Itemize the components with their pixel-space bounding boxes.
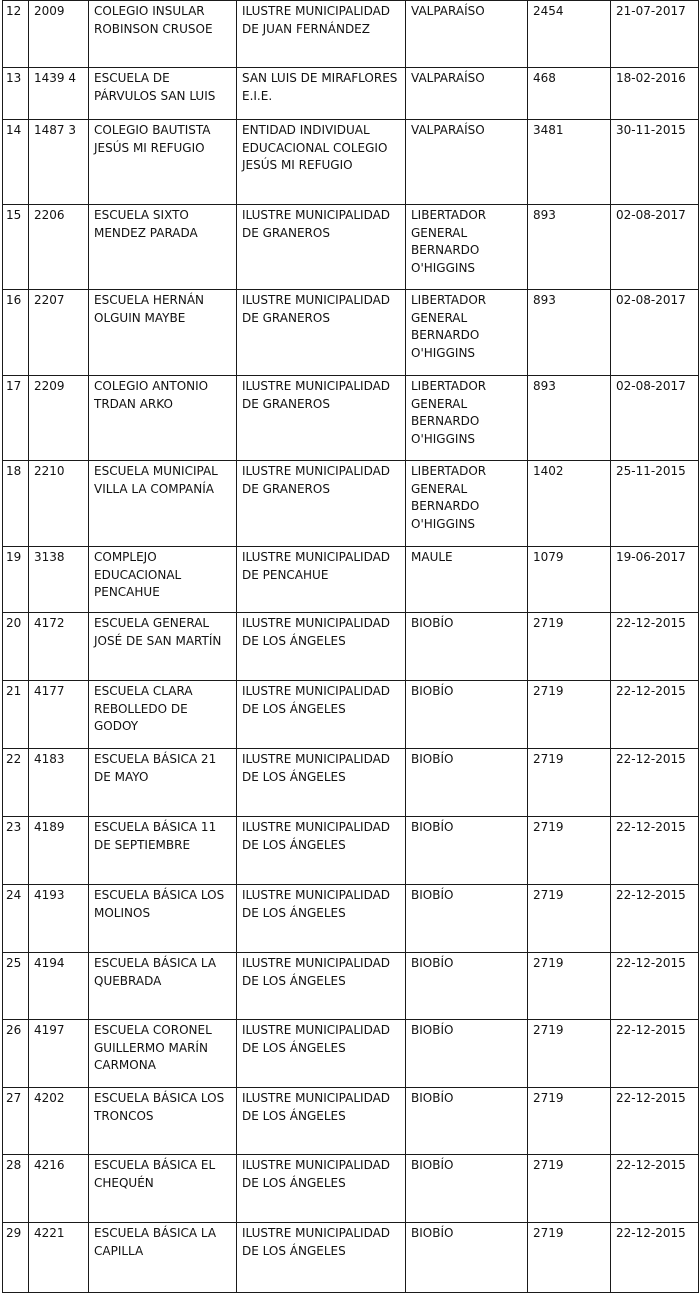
school-name-cell: COMPLEJO EDUCACIONAL PENCAHUE bbox=[89, 547, 237, 613]
resolution-number-cell: 1079 bbox=[528, 547, 611, 613]
school-name-cell: ESCUELA CORONEL GUILLERMO MARÍN CARMONA bbox=[89, 1020, 237, 1088]
table-row bbox=[3, 1088, 699, 1155]
row-number-cell: 22 bbox=[3, 749, 29, 817]
school-code-cell: 4193 bbox=[29, 885, 89, 953]
resolution-number-cell: 2719 bbox=[528, 1020, 611, 1088]
resolution-date-cell: 22-12-2015 bbox=[611, 1155, 699, 1223]
table-row bbox=[3, 205, 699, 290]
owner-entity-cell: ILUSTRE MUNICIPALIDAD DE JUAN FERNÁNDEZ bbox=[237, 1, 406, 68]
resolution-date-cell: 02-08-2017 bbox=[611, 205, 699, 290]
table-row bbox=[3, 68, 699, 120]
table-row bbox=[3, 290, 699, 376]
resolution-number-cell: 2454 bbox=[528, 1, 611, 68]
row-number-cell: 29 bbox=[3, 1223, 29, 1293]
schools-table bbox=[2, 0, 699, 1293]
school-code-cell: 2210 bbox=[29, 461, 89, 547]
school-name-cell: ESCUELA SIXTO MENDEZ PARADA bbox=[89, 205, 237, 290]
school-code-cell: 1439 4 bbox=[29, 68, 89, 120]
resolution-number-cell: 2719 bbox=[528, 1223, 611, 1293]
school-name-cell: COLEGIO BAUTISTA JESÚS MI REFUGIO bbox=[89, 120, 237, 205]
region-cell: LIBERTADOR GENERAL BERNARDO O'HIGGINS bbox=[406, 376, 528, 461]
row-number-cell: 28 bbox=[3, 1155, 29, 1223]
resolution-date-cell: 25-11-2015 bbox=[611, 461, 699, 547]
table-row bbox=[3, 885, 699, 953]
table-row bbox=[3, 749, 699, 817]
region-cell: LIBERTADOR GENERAL BERNARDO O'HIGGINS bbox=[406, 205, 528, 290]
resolution-date-cell: 22-12-2015 bbox=[611, 1088, 699, 1155]
table-row bbox=[3, 120, 699, 205]
school-code-cell: 4216 bbox=[29, 1155, 89, 1223]
table-row bbox=[3, 461, 699, 547]
resolution-date-cell: 22-12-2015 bbox=[611, 681, 699, 749]
resolution-number-cell: 2719 bbox=[528, 681, 611, 749]
region-cell: BIOBÍO bbox=[406, 817, 528, 885]
table-body bbox=[3, 1, 699, 1293]
row-number-cell: 15 bbox=[3, 205, 29, 290]
region-cell: VALPARAÍSO bbox=[406, 1, 528, 68]
resolution-date-cell: 22-12-2015 bbox=[611, 1020, 699, 1088]
school-name-cell: ESCUELA BÁSICA 21 DE MAYO bbox=[89, 749, 237, 817]
row-number-cell: 21 bbox=[3, 681, 29, 749]
owner-entity-cell: ILUSTRE MUNICIPALIDAD DE GRANEROS bbox=[237, 461, 406, 547]
region-cell: BIOBÍO bbox=[406, 1020, 528, 1088]
row-number-cell: 13 bbox=[3, 68, 29, 120]
school-name-cell: ESCUELA BÁSICA LA QUEBRADA bbox=[89, 953, 237, 1020]
school-name-cell: COLEGIO ANTONIO TRDAN ARKO bbox=[89, 376, 237, 461]
school-name-cell: ESCUELA GENERAL JOSÉ DE SAN MARTÍN bbox=[89, 613, 237, 681]
row-number-cell: 20 bbox=[3, 613, 29, 681]
resolution-date-cell: 22-12-2015 bbox=[611, 885, 699, 953]
resolution-number-cell: 2719 bbox=[528, 1155, 611, 1223]
owner-entity-cell: ILUSTRE MUNICIPALIDAD DE LOS ÁNGELES bbox=[237, 1155, 406, 1223]
school-name-cell: ESCUELA BÁSICA 11 DE SEPTIEMBRE bbox=[89, 817, 237, 885]
table-row bbox=[3, 547, 699, 613]
region-cell: BIOBÍO bbox=[406, 613, 528, 681]
region-cell: BIOBÍO bbox=[406, 681, 528, 749]
table-row bbox=[3, 1020, 699, 1088]
owner-entity-cell: ILUSTRE MUNICIPALIDAD DE GRANEROS bbox=[237, 290, 406, 376]
row-number-cell: 18 bbox=[3, 461, 29, 547]
school-name-cell: COLEGIO INSULAR ROBINSON CRUSOE bbox=[89, 1, 237, 68]
row-number-cell: 12 bbox=[3, 1, 29, 68]
resolution-date-cell: 30-11-2015 bbox=[611, 120, 699, 205]
school-code-cell: 2209 bbox=[29, 376, 89, 461]
owner-entity-cell: ILUSTRE MUNICIPALIDAD DE LOS ÁNGELES bbox=[237, 681, 406, 749]
school-code-cell: 1487 3 bbox=[29, 120, 89, 205]
resolution-date-cell: 22-12-2015 bbox=[611, 817, 699, 885]
resolution-date-cell: 22-12-2015 bbox=[611, 749, 699, 817]
resolution-number-cell: 2719 bbox=[528, 749, 611, 817]
school-code-cell: 2009 bbox=[29, 1, 89, 68]
table-row bbox=[3, 613, 699, 681]
row-number-cell: 26 bbox=[3, 1020, 29, 1088]
resolution-date-cell: 22-12-2015 bbox=[611, 613, 699, 681]
region-cell: BIOBÍO bbox=[406, 953, 528, 1020]
region-cell: VALPARAÍSO bbox=[406, 68, 528, 120]
table-row bbox=[3, 817, 699, 885]
region-cell: VALPARAÍSO bbox=[406, 120, 528, 205]
owner-entity-cell: ILUSTRE MUNICIPALIDAD DE LOS ÁNGELES bbox=[237, 1020, 406, 1088]
resolution-number-cell: 2719 bbox=[528, 1088, 611, 1155]
table-row bbox=[3, 681, 699, 749]
school-name-cell: ESCUELA CLARA REBOLLEDO DE GODOY bbox=[89, 681, 237, 749]
school-name-cell: ESCUELA BÁSICA LA CAPILLA bbox=[89, 1223, 237, 1293]
resolution-date-cell: 21-07-2017 bbox=[611, 1, 699, 68]
table-row bbox=[3, 953, 699, 1020]
school-name-cell: ESCUELA BÁSICA LOS TRONCOS bbox=[89, 1088, 237, 1155]
row-number-cell: 16 bbox=[3, 290, 29, 376]
row-number-cell: 17 bbox=[3, 376, 29, 461]
resolution-number-cell: 2719 bbox=[528, 885, 611, 953]
row-number-cell: 27 bbox=[3, 1088, 29, 1155]
table-row bbox=[3, 1223, 699, 1293]
owner-entity-cell: ILUSTRE MUNICIPALIDAD DE LOS ÁNGELES bbox=[237, 953, 406, 1020]
region-cell: MAULE bbox=[406, 547, 528, 613]
owner-entity-cell: ILUSTRE MUNICIPALIDAD DE PENCAHUE bbox=[237, 547, 406, 613]
table-row bbox=[3, 1, 699, 68]
region-cell: BIOBÍO bbox=[406, 1223, 528, 1293]
school-name-cell: ESCUELA DE PÁRVULOS SAN LUIS bbox=[89, 68, 237, 120]
resolution-number-cell: 3481 bbox=[528, 120, 611, 205]
row-number-cell: 23 bbox=[3, 817, 29, 885]
school-code-cell: 4197 bbox=[29, 1020, 89, 1088]
row-number-cell: 25 bbox=[3, 953, 29, 1020]
owner-entity-cell: ILUSTRE MUNICIPALIDAD DE GRANEROS bbox=[237, 376, 406, 461]
resolution-date-cell: 02-08-2017 bbox=[611, 376, 699, 461]
region-cell: LIBERTADOR GENERAL BERNARDO O'HIGGINS bbox=[406, 290, 528, 376]
school-name-cell: ESCUELA BÁSICA LOS MOLINOS bbox=[89, 885, 237, 953]
resolution-date-cell: 22-12-2015 bbox=[611, 1223, 699, 1293]
school-code-cell: 4183 bbox=[29, 749, 89, 817]
owner-entity-cell: ILUSTRE MUNICIPALIDAD DE LOS ÁNGELES bbox=[237, 1223, 406, 1293]
owner-entity-cell: ILUSTRE MUNICIPALIDAD DE LOS ÁNGELES bbox=[237, 1088, 406, 1155]
row-number-cell: 24 bbox=[3, 885, 29, 953]
school-code-cell: 4194 bbox=[29, 953, 89, 1020]
row-number-cell: 19 bbox=[3, 547, 29, 613]
resolution-number-cell: 468 bbox=[528, 68, 611, 120]
owner-entity-cell: ILUSTRE MUNICIPALIDAD DE LOS ÁNGELES bbox=[237, 885, 406, 953]
school-code-cell: 4221 bbox=[29, 1223, 89, 1293]
school-name-cell: ESCUELA HERNÁN OLGUIN MAYBE bbox=[89, 290, 237, 376]
resolution-number-cell: 893 bbox=[528, 290, 611, 376]
owner-entity-cell: ILUSTRE MUNICIPALIDAD DE LOS ÁNGELES bbox=[237, 749, 406, 817]
region-cell: BIOBÍO bbox=[406, 885, 528, 953]
school-code-cell: 4189 bbox=[29, 817, 89, 885]
school-code-cell: 3138 bbox=[29, 547, 89, 613]
owner-entity-cell: ILUSTRE MUNICIPALIDAD DE LOS ÁNGELES bbox=[237, 817, 406, 885]
region-cell: BIOBÍO bbox=[406, 749, 528, 817]
school-name-cell: ESCUELA BÁSICA EL CHEQUÉN bbox=[89, 1155, 237, 1223]
school-code-cell: 4177 bbox=[29, 681, 89, 749]
school-code-cell: 2206 bbox=[29, 205, 89, 290]
school-name-cell: ESCUELA MUNICIPAL VILLA LA COMPANÍA bbox=[89, 461, 237, 547]
school-code-cell: 4172 bbox=[29, 613, 89, 681]
resolution-number-cell: 893 bbox=[528, 376, 611, 461]
resolution-number-cell: 893 bbox=[528, 205, 611, 290]
region-cell: BIOBÍO bbox=[406, 1088, 528, 1155]
school-code-cell: 2207 bbox=[29, 290, 89, 376]
region-cell: LIBERTADOR GENERAL BERNARDO O'HIGGINS bbox=[406, 461, 528, 547]
region-cell: BIOBÍO bbox=[406, 1155, 528, 1223]
resolution-date-cell: 02-08-2017 bbox=[611, 290, 699, 376]
owner-entity-cell: ENTIDAD INDIVIDUAL EDUCACIONAL COLEGIO JESÚS MI REFUGIO bbox=[237, 120, 406, 205]
resolution-number-cell: 2719 bbox=[528, 953, 611, 1020]
owner-entity-cell: SAN LUIS DE MIRAFLORES E.I.E. bbox=[237, 68, 406, 120]
resolution-date-cell: 19-06-2017 bbox=[611, 547, 699, 613]
resolution-number-cell: 2719 bbox=[528, 817, 611, 885]
owner-entity-cell: ILUSTRE MUNICIPALIDAD DE LOS ÁNGELES bbox=[237, 613, 406, 681]
owner-entity-cell: ILUSTRE MUNICIPALIDAD DE GRANEROS bbox=[237, 205, 406, 290]
table-row bbox=[3, 1155, 699, 1223]
resolution-date-cell: 22-12-2015 bbox=[611, 953, 699, 1020]
resolution-number-cell: 2719 bbox=[528, 613, 611, 681]
row-number-cell: 14 bbox=[3, 120, 29, 205]
school-code-cell: 4202 bbox=[29, 1088, 89, 1155]
table-row bbox=[3, 376, 699, 461]
resolution-number-cell: 1402 bbox=[528, 461, 611, 547]
resolution-date-cell: 18-02-2016 bbox=[611, 68, 699, 120]
